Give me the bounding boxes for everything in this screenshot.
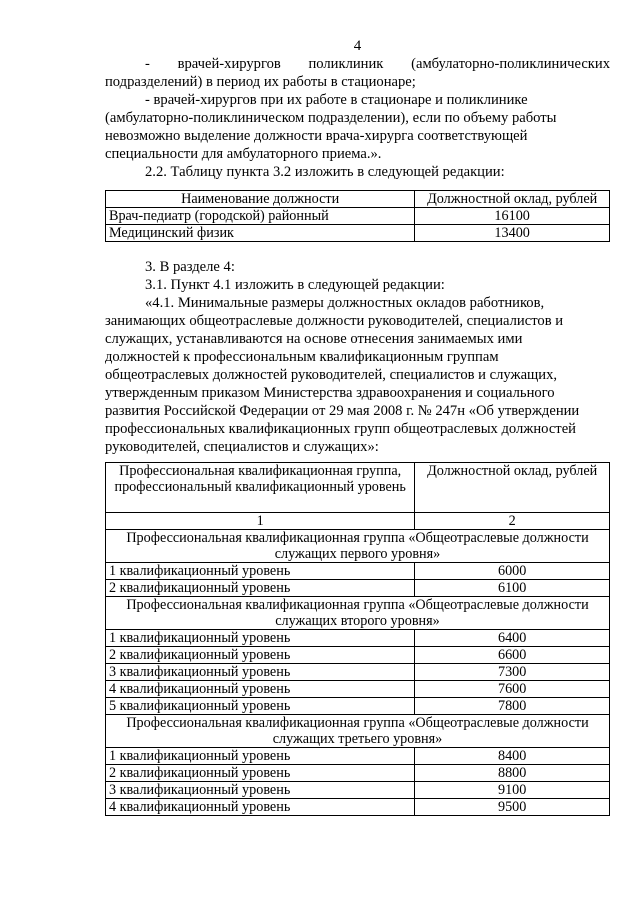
level-cell: 4 квалификационный уровень: [106, 799, 415, 816]
salary-cell: 9100: [415, 782, 610, 799]
table-row: [106, 698, 610, 715]
position-name-cell: Медицинский физик: [106, 225, 415, 242]
group-title-row: [106, 715, 610, 748]
salary-cell: 7600: [415, 681, 610, 698]
level-cell: 2 квалификационный уровень: [106, 580, 415, 597]
group-title-row: [106, 597, 610, 630]
intro-paragraph-1: [105, 55, 610, 91]
level-cell: 5 квалификационный уровень: [106, 698, 415, 715]
level-cell: 1 квалификационный уровень: [106, 630, 415, 647]
salary-cell: 6000: [415, 563, 610, 580]
salary-cell: 8800: [415, 765, 610, 782]
column-number-row: [106, 513, 610, 530]
intro-line-5: невозможно выделение должности врача-хирурга соответствующей: [105, 128, 528, 144]
column-number-cell: 2: [415, 513, 610, 530]
table-row: [106, 647, 610, 664]
table-row: [106, 563, 610, 580]
table-header-row: [106, 191, 610, 208]
positions-salary-table: [105, 190, 610, 242]
section-line-1: 3. В разделе 4:: [145, 259, 235, 275]
page-number: 4: [353, 38, 362, 54]
salary-cell: 8400: [415, 748, 610, 765]
salary-cell: 7800: [415, 698, 610, 715]
section-3-heading: [105, 258, 610, 294]
table-header-cell: Профессиональная квалификационная группа, профессиональный квалификационный уровень: [106, 463, 415, 513]
section-line-11: руководителей, специалистов и служащих»:: [105, 439, 379, 455]
table-row: [106, 630, 610, 647]
position-name-cell: Врач-педиатр (городской) районный: [106, 208, 415, 225]
salary-cell: 6400: [415, 630, 610, 647]
section-3-paragraph: [105, 294, 610, 456]
section-line-10: профессиональных квалификационных групп общеотраслевых должностей: [105, 421, 576, 437]
group-title-row: [106, 530, 610, 563]
table-row: [106, 748, 610, 765]
level-cell: 3 квалификационный уровень: [106, 782, 415, 799]
section-line-7: общеотраслевых должностей руководителей, специалистов и служащих,: [105, 367, 558, 383]
section-line-5: служащих, устанавливаются на основе отнесения занимаемых ими: [105, 331, 523, 347]
group-title-cell: Профессиональная квалификационная группа «Общеотраслевые должности служащих второго уровня»: [106, 597, 610, 630]
intro-line-6: специальности для амбулаторного приема.».: [105, 146, 382, 162]
table-row: [106, 799, 610, 816]
intro-line-1: - врачей-хирургов поликлиник (амбулаторно-поликлинических: [145, 56, 610, 72]
section-line-4: занимающих общеотраслевые должности руководителей, специалистов и: [105, 313, 564, 329]
intro-line-4: (амбулаторно-поликлиническом подразделении), если по объему работы: [105, 110, 557, 126]
salary-cell: 13400: [415, 225, 610, 242]
column-number-cell: 1: [106, 513, 415, 530]
salary-cell: 7300: [415, 664, 610, 681]
level-cell: 2 квалификационный уровень: [106, 647, 415, 664]
salary-cell: 6100: [415, 580, 610, 597]
table-row: [106, 580, 610, 597]
intro-line-3: - врачей-хирургов при их работе в стационаре и поликлинике: [145, 92, 528, 108]
table-header-row: [106, 463, 610, 513]
group-title-cell: Профессиональная квалификационная группа «Общеотраслевые должности служащих третьего уровня»: [106, 715, 610, 748]
intro-paragraph-2: [105, 91, 610, 163]
level-cell: 2 квалификационный уровень: [106, 765, 415, 782]
table-header-cell: Должностной оклад, рублей: [415, 191, 610, 208]
table-row: [106, 664, 610, 681]
intro-paragraph-3: [105, 163, 610, 181]
salary-cell: 16100: [415, 208, 610, 225]
level-cell: 3 квалификационный уровень: [106, 664, 415, 681]
intro-line-2: подразделений) в период их работы в стационаре;: [105, 74, 416, 90]
section-line-6: должностей к профессиональным квалификационным группам: [105, 349, 499, 365]
table-header-cell: Наименование должности: [106, 191, 415, 208]
level-cell: 1 квалификационный уровень: [106, 563, 415, 580]
section-line-9: развития Российской Федерации от 29 мая 2008 г. № 247н «Об утверждении: [105, 403, 580, 419]
table-row: [106, 681, 610, 698]
table-row: [106, 208, 610, 225]
table-header-cell: Должностной оклад, рублей: [415, 463, 610, 513]
table-row: [106, 225, 610, 242]
level-cell: 1 квалификационный уровень: [106, 748, 415, 765]
section-line-8: утвержденным приказом Министерства здравоохранения и социального: [105, 385, 555, 401]
qualification-groups-table: [105, 462, 610, 816]
table-row: [106, 782, 610, 799]
section-line-2: 3.1. Пункт 4.1 изложить в следующей редакции:: [145, 277, 445, 293]
section-line-3: «4.1. Минимальные размеры должностных окладов работников,: [145, 295, 545, 311]
group-title-cell: Профессиональная квалификационная группа «Общеотраслевые должности служащих первого уровня»: [106, 530, 610, 563]
salary-cell: 9500: [415, 799, 610, 816]
intro-line-7: 2.2. Таблицу пункта 3.2 изложить в следующей редакции:: [145, 164, 505, 180]
level-cell: 4 квалификационный уровень: [106, 681, 415, 698]
table-row: [106, 765, 610, 782]
salary-cell: 6600: [415, 647, 610, 664]
